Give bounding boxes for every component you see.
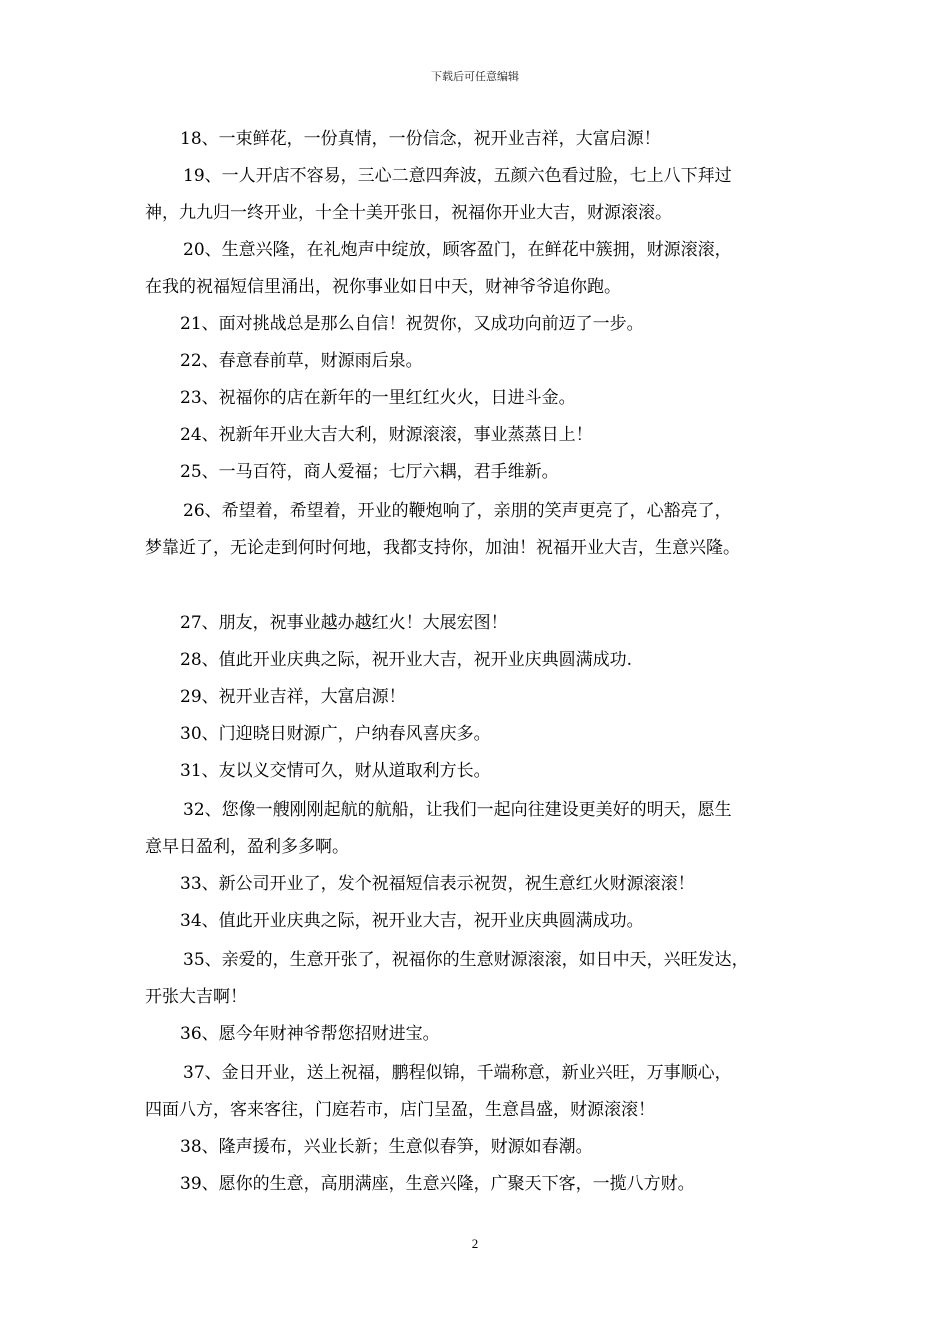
text-line: 意早日盈利，盈利多多啊。: [145, 837, 349, 857]
text-line: 21、面对挑战总是那么自信！祝贺你，又成功向前迈了一步。: [180, 314, 644, 334]
text-line: 33、新公司开业了，发个祝福短信表示祝贺，祝生意红火财源滚滚！: [180, 874, 695, 894]
text-line: 30、门迎晓日财源广，户纳春风喜庆多。: [180, 724, 491, 744]
text-line: 27、朋友，祝事业越办越红火！大展宏图！: [180, 613, 508, 633]
text-line: 24、祝新年开业大吉大利，财源滚滚，事业蒸蒸日上！: [180, 425, 593, 445]
text-line: 32、您像一艘刚刚起航的航船，让我们一起向往建设更美好的明天，愿生: [183, 800, 732, 820]
text-line: 37、金日开业，送上祝福，鹏程似锦，千端称意，新业兴旺，万事顺心，: [183, 1063, 732, 1083]
text-line: 神，九九归一终开业，十全十美开张日，祝福你开业大吉，财源滚滚。: [145, 203, 672, 223]
text-line: 35、亲爱的，生意开张了，祝福你的生意财源滚滚，如日中天，兴旺发达，: [183, 950, 749, 970]
text-line: 开张大吉啊！: [145, 987, 247, 1007]
text-line: 36、愿今年财神爷帮您招财进宝。: [180, 1024, 440, 1044]
page-number: 2: [471, 1236, 479, 1251]
text-line: 38、隆声援布，兴业长新；生意似春笋，财源如春潮。: [180, 1137, 593, 1157]
text-line: 23、祝福你的店在新年的一里红红火火，日进斗金。: [180, 388, 576, 408]
text-line: 28、值此开业庆典之际，祝开业大吉，祝开业庆典圆满成功.: [180, 650, 633, 670]
text-line: 31、友以义交情可久，财从道取利方长。: [180, 761, 491, 781]
text-line: 19、一人开店不容易，三心二意四奔波，五颜六色看过脸，七上八下拜过: [183, 166, 732, 186]
text-line: 25、一马百符，商人爱福；七厅六耦，君手维新。: [180, 462, 559, 482]
text-line: 22、春意春前草，财源雨后泉。: [180, 351, 423, 371]
text-line: 20、生意兴隆，在礼炮声中绽放，顾客盈门，在鲜花中簇拥，财源滚滚，: [183, 240, 732, 260]
text-line: 34、值此开业庆典之际，祝开业大吉，祝开业庆典圆满成功。: [180, 911, 644, 931]
page-header: 下载后可任意编辑: [431, 70, 519, 83]
text-line: 26、希望着，希望着，开业的鞭炮响了，亲朋的笑声更亮了，心豁亮了，: [183, 501, 732, 521]
text-line: 18、一束鲜花，一份真情，一份信念，祝开业吉祥，大富启源！: [180, 129, 661, 149]
text-line: 在我的祝福短信里涌出，祝你事业如日中天，财神爷爷追你跑。: [145, 277, 621, 297]
text-line: 梦靠近了，无论走到何时何地，我都支持你，加油！祝福开业大吉，生意兴隆。: [145, 538, 740, 558]
text-line: 29、祝开业吉祥，大富启源！: [180, 687, 406, 707]
text-line: 四面八方，客来客往，门庭若市，店门呈盈，生意昌盛，财源滚滚！: [145, 1100, 655, 1120]
text-line: 39、愿你的生意，高朋满座，生意兴隆，广聚天下客，一揽八方财。: [180, 1174, 695, 1194]
